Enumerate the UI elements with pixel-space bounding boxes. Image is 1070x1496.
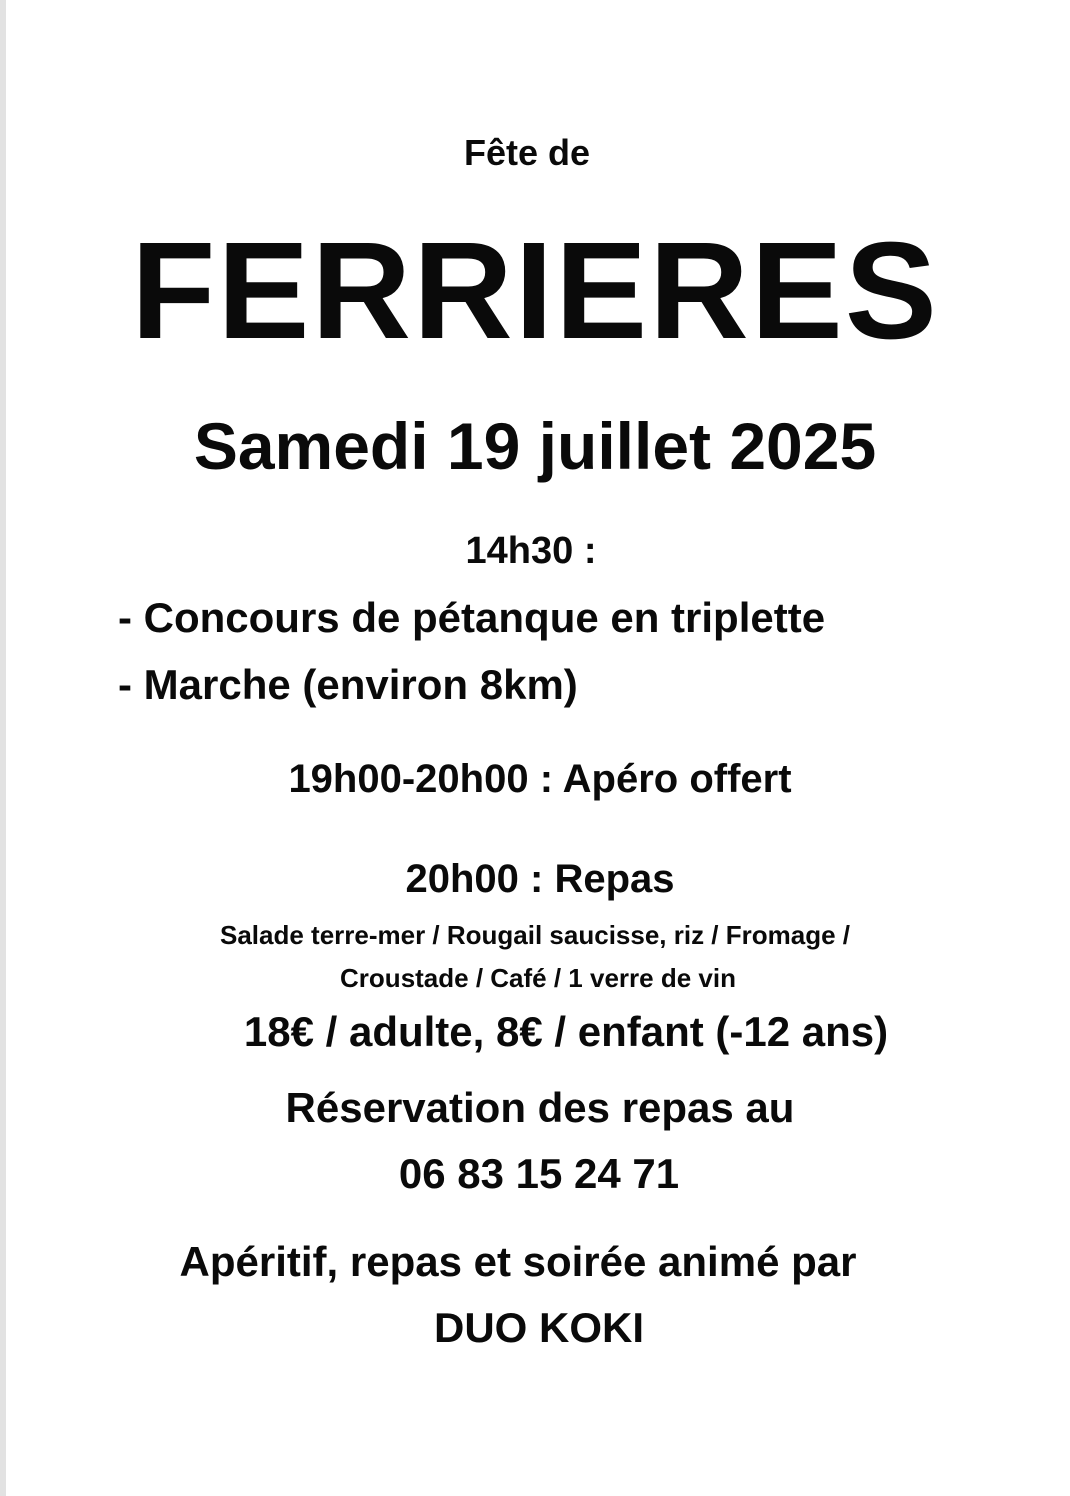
dinner-menu-line-2: Croustade / Café / 1 verre de vin — [340, 963, 736, 993]
dinner-heading: 20h00 : Repas — [405, 857, 675, 901]
activity-item-petanque: - Concours de pétanque en triplette — [118, 594, 826, 641]
reservation-phone: 06 83 15 24 71 — [398, 1150, 680, 1197]
apero-schedule: 19h00-20h00 : Apéro offert — [288, 757, 792, 801]
reservation-label: Réservation des repas au — [285, 1084, 795, 1131]
entertainment-performer: DUO KOKI — [434, 1304, 644, 1351]
dinner-prices: 18€ / adulte, 8€ / enfant (-12 ans) — [243, 1008, 889, 1055]
activity-item-marche: - Marche (environ 8km) — [118, 661, 578, 708]
afternoon-time: 14h30 : — [465, 530, 597, 572]
event-subtitle: Fête de — [463, 132, 591, 173]
event-date: Samedi 19 juillet 2025 — [193, 409, 877, 483]
entertainment-line-1: Apéritif, repas et soirée animé par — [179, 1238, 857, 1285]
dinner-menu-line-1: Salade terre-mer / Rougail saucisse, riz / Fromage / — [219, 920, 851, 950]
event-title: FERRIERES — [131, 214, 939, 368]
